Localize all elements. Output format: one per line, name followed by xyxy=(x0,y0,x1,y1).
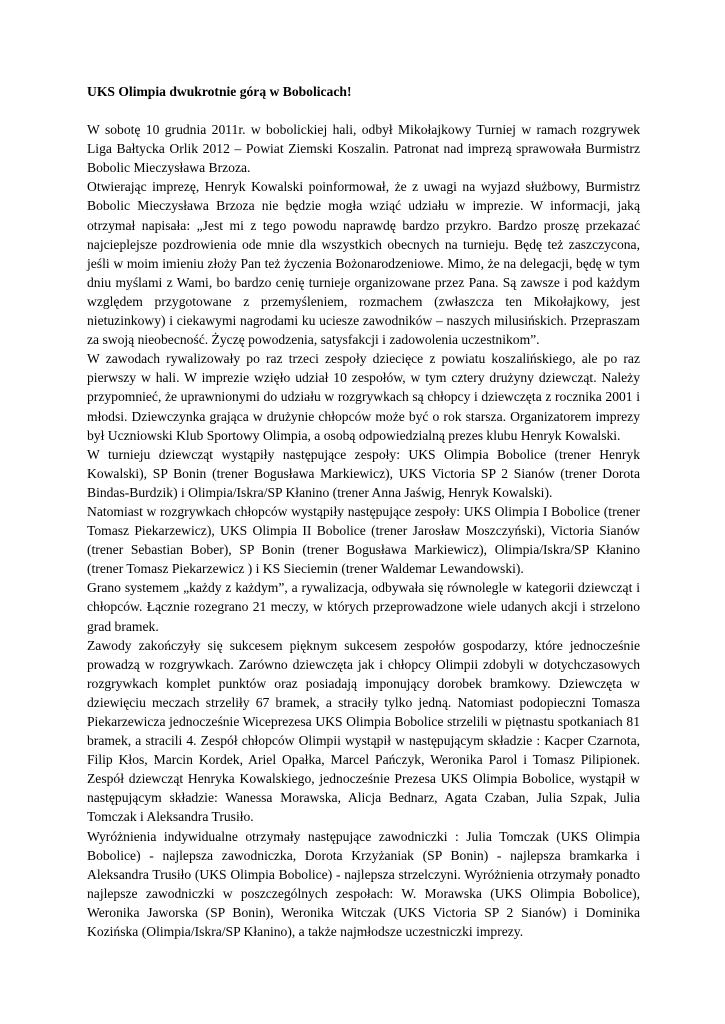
paragraph: Otwierając imprezę, Henryk Kowalski poinformował, że z uwagi na wyjazd służbowy, Burmistrz Bobolic Mieczysława Brzoza nie będzie mogła wziąć udziału w imprezie. W informacji, jaką otrzymał napisała: „Jest mi z tego powodu naprawdę bardzo przykro. Bardzo proszę przekazać najcieplejsze pozdrowienia ode mnie dla wszystkich obecnych na turnieju. Będę też zaszczycona, jeśli w moim imieniu złoży Pan też życzenia Bożonarodzeniowe. Mimo, że na delegacji, będę w tym dniu myślami z Wami, bo bardzo cenię turnieje organizowane przez Pana. Są zawsze i pod każdym względem przygotowane z przemyśleniem, rozmachem (zwłaszcza ten Mikołajkowy, jest nietuzinkowy) i ciekawymi nagrodami ku uciesze zawodników – naszych milusińskich. Przepraszam za swoją nieobecność. Życzę powodzenia, satysfakcji i zadowolenia uczestnikom”. xyxy=(87,179,640,348)
document-title: UKS Olimpia dwukrotnie górą w Bobolicach! xyxy=(87,84,352,99)
paragraph: W zawodach rywalizowały po raz trzeci zespoły dziecięce z powiatu koszalińskiego, ale po raz pierwszy w hali. W imprezie wzięło udział 10 zespołów, w tym cztery drużyny dziewcząt. Należy przypomnieć, że uprawnionymi do udziału w rozgrywkach są chłopcy i dziewczęta z rocznika 2001 i młodsi. Dziewczynka grająca w drużynie chłopców może być o rok starsza. Organizatorem imprezy był Uczniowski Klub Sportowy Olimpia, a osobą odpowiedzialną prezes klubu Henryk Kowalski. xyxy=(87,351,640,443)
paragraph: W sobotę 10 grudnia 2011r. w bobolickiej hali, odbył Mikołajkowy Turniej w ramach rozgrywek Liga Bałtycka Orlik 2012 – Powiat Ziemski Koszalin. Patronat nad imprezą sprawowała Burmistrz Bobolic Mieczysława Brzoza. xyxy=(87,122,640,176)
paragraph: Wyróżnienia indywidualne otrzymały następujące zawodniczki : Julia Tomczak (UKS Olimpia Bobolice) - najlepsza zawodniczka, Dorota Krzyżaniak (SP Bonin) - najlepsza bramkarka i Aleksandra Trusiło (UKS Olimpia Bobolice) - najlepsza strzelczyni. Wyróżnienia otrzymały ponadto najlepsze zawodniczki w poszczególnych zespołach: W. Morawska (UKS Olimpia Bobolice), Weronika Jaworska (SP Bonin), Weronika Witczak (UKS Victoria SP 2 Sianów) i Dominika Kozińska (Olimpia/Iskra/SP Kłanino), a także najmłodsze uczestniczki imprezy. xyxy=(87,828,640,940)
paragraph: Grano systemem „każdy z każdym”, a rywalizacja, odbywała się równolegle w kategorii dziewcząt i chłopców. Łącznie rozegrano 21 meczy, w których przeprowadzone wiele udanych akcji i strzelono grad bramek. xyxy=(87,580,640,634)
paragraph: Zawody zakończyły się sukcesem pięknym sukcesem zespołów gospodarzy, które jednocześnie prowadzą w rozgrywkach. Zarówno dziewczęta jak i chłopcy Olimpii zdobyli w dotychczasowych rozgrywkach komplet punktów oraz posiadają imponujący dorobek bramkowy. Dziewczęta w dziewięciu meczach strzeliły 67 bramek, a straciły tylko jedną. Natomiast podopieczni Tomasza Piekarzewicza jednocześnie Wiceprezesa UKS Olimpia Bobolice strzelili w piętnastu spotkaniach 81 bramek, a stracili 4. Zespół chłopców Olimpii wystąpił w następującym składzie : Kacper Czarnota, Filip Kłos, Marcin Kordek, Ariel Opałka, Marcel Pańczyk, Weronika Parol i Tomasz Pilipionek. Zespół dziewcząt Henryka Kowalskiego, jednocześnie Prezesa UKS Olimpia Bobolice, wystąpił w następującym składzie: Wanessa Morawska, Alicja Bednarz, Agata Czaban, Julia Szpak, Julia Tomczak i Aleksandra Trusiło. xyxy=(87,637,640,825)
paragraph: W turnieju dziewcząt wystąpiły następujące zespoły: UKS Olimpia Bobolice (trener Henryk Kowalski), SP Bonin (trener Bogusława Markiewicz), UKS Victoria SP 2 Sianów (trener Dorota Bindas-Burdzik) i Olimpia/Iskra/SP Kłanino (trener Anna Jaświg, Henryk Kowalski). xyxy=(87,446,640,500)
paragraph: Natomiast w rozgrywkach chłopców wystąpiły następujące zespoły: UKS Olimpia I Bobolice (trener Tomasz Piekarzewicz), UKS Olimpia II Bobolice (trener Jarosław Moszczyński), Victoria Sianów (trener Sebastian Bober), SP Bonin (trener Bogusława Markiewicz), Olimpia/Iskra/SP Kłanino (trener Tomasz Piekarzewicz ) i KS Sieciemin (trener Waldemar Lewandowski). xyxy=(87,503,640,577)
document-page xyxy=(87,82,640,941)
